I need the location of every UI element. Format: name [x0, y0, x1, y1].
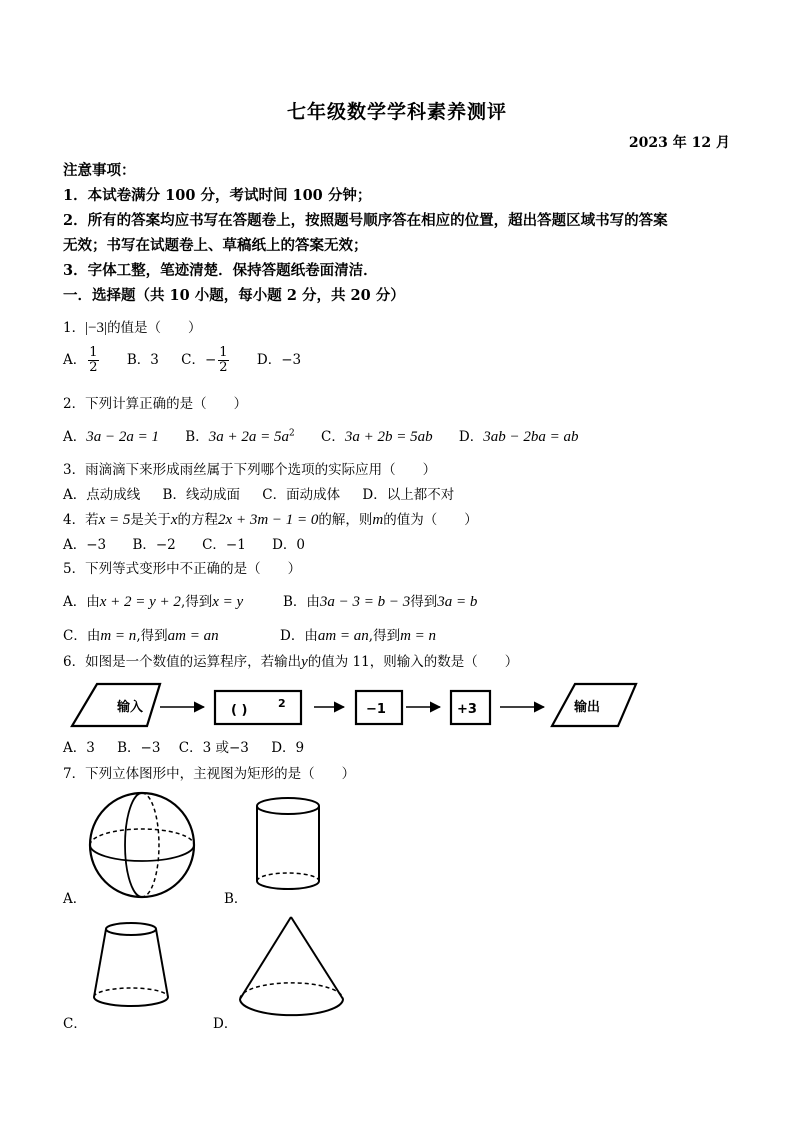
q4-option-c[interactable]: C．−1 [202, 537, 246, 553]
q7-option-a[interactable]: A． [63, 891, 87, 907]
q6-stem: 6．如图是一个数值的运算程序，若输出y的值为 11，则输入的数是（ ） [63, 654, 519, 670]
page-title: 七年级数学学科素养测评 [286, 101, 507, 123]
q1-option-b[interactable]: B．3 [126, 351, 159, 368]
q2-option-d[interactable]: D．3ab − 2ba = ab [458, 429, 579, 445]
flow-plus-node [451, 691, 490, 724]
q3-option-b[interactable]: B．线动成面 [162, 487, 240, 503]
flow-square-node [215, 691, 301, 724]
q3-option-a[interactable]: A．点动成线 [63, 487, 141, 503]
q6-option-d[interactable]: D．9 [271, 740, 305, 756]
q4-options [63, 533, 305, 553]
notice-heading: 注意事项： [63, 162, 136, 179]
q3-option-d[interactable]: D．以上都不对 [362, 487, 455, 503]
notice-item-1: 1．本试卷满分 100 分，考试时间 100 分钟； [63, 187, 372, 204]
frustum-icon [94, 923, 168, 1006]
q7-option-c[interactable]: C． [63, 1016, 87, 1032]
q5-option-a[interactable]: A．由x + 2 = y + 2,得到x = y [63, 594, 244, 610]
q5-option-d[interactable]: D．由am = an,得到m = n [280, 628, 437, 644]
q5-option-c[interactable]: C．由m = n,得到am = an [63, 628, 219, 644]
notice-item-2-cont: 无效；书写在试题卷上、草稿纸上的答案无效； [63, 237, 368, 254]
notice-item-2: 2．所有的答案均应书写在答题卷上，按照题号顺序答在相应的位置，超出答题区域书写的答案 [63, 212, 668, 229]
q2-option-a[interactable]: A．3a − 2a = 1 [63, 429, 159, 445]
q6-option-a[interactable]: A．3 [63, 740, 95, 756]
flow-square-exp: 2 [278, 697, 286, 710]
q1-option-c[interactable]: C．− $\frac{1}{2}$ [181, 345, 228, 375]
notice-item-3: 3．字体工整，笔迹清楚．保持答题纸卷面清洁． [63, 262, 378, 279]
q5-stem: 5．下列等式变形中不正确的是（ ） [63, 561, 302, 577]
q3-stem: 3．雨滴滴下来形成雨丝属于下列哪个选项的实际应用（ ） [63, 462, 437, 478]
q2-option-c[interactable]: C．3a + 2b = 5ab [321, 429, 433, 445]
q1-option-d[interactable]: D．−3 [256, 351, 302, 368]
q4-option-b[interactable]: B．−2 [132, 537, 176, 553]
q3-options [63, 483, 454, 503]
q7-option-b[interactable]: B． [224, 891, 248, 907]
flow-minus-node [356, 691, 402, 724]
flow-output-node [552, 684, 636, 726]
q6-option-b[interactable]: B．−3 [117, 740, 161, 756]
flow-square-label: ( ) [231, 703, 248, 718]
q3-option-c[interactable]: C．面动成体 [262, 487, 341, 503]
q7-stem: 7．下列立体图形中，主视图为矩形的是（ ） [63, 766, 356, 782]
flow-output-label: 输出 [574, 700, 601, 715]
q6-options [63, 736, 304, 756]
q2-options [63, 425, 578, 446]
q1-stem: 1．|−3|的值是（ ） [63, 320, 202, 336]
q4-option-a[interactable]: A．−3 [63, 537, 107, 553]
flow-input-node [72, 684, 160, 726]
q6-option-c[interactable]: C．3 或−3 [178, 740, 249, 756]
q5-option-b[interactable]: B．由3a − 3 = b − 3得到3a = b [283, 594, 478, 610]
q4-option-d[interactable]: D．0 [272, 537, 306, 553]
cylinder-icon [257, 798, 319, 889]
cone-icon [240, 917, 343, 1015]
flow-minus-label: −1 [366, 702, 386, 717]
q2-stem: 2．下列计算正确的是（ ） [63, 396, 248, 412]
flow-plus-label: +3 [457, 702, 477, 717]
q4-stem: 4．若x = 5是关于x的方程2x + 3m − 1 = 0的解，则m的值为（ ） [63, 512, 478, 528]
sphere-icon [90, 793, 194, 897]
q2-option-b[interactable]: B．$3a + 2a = 5a^2$ [185, 428, 295, 445]
flow-input-label: 输入 [117, 700, 144, 715]
exam-date: 2023 年 12 月 [628, 135, 730, 151]
q1-option-a[interactable]: A． $\frac{1}{2}$ [63, 345, 98, 375]
section-heading: 一．选择题（共 10 小题，每小题 2 分，共 20 分） [63, 287, 405, 304]
q1-options [63, 346, 301, 374]
q7-option-d[interactable]: D． [213, 1016, 238, 1032]
